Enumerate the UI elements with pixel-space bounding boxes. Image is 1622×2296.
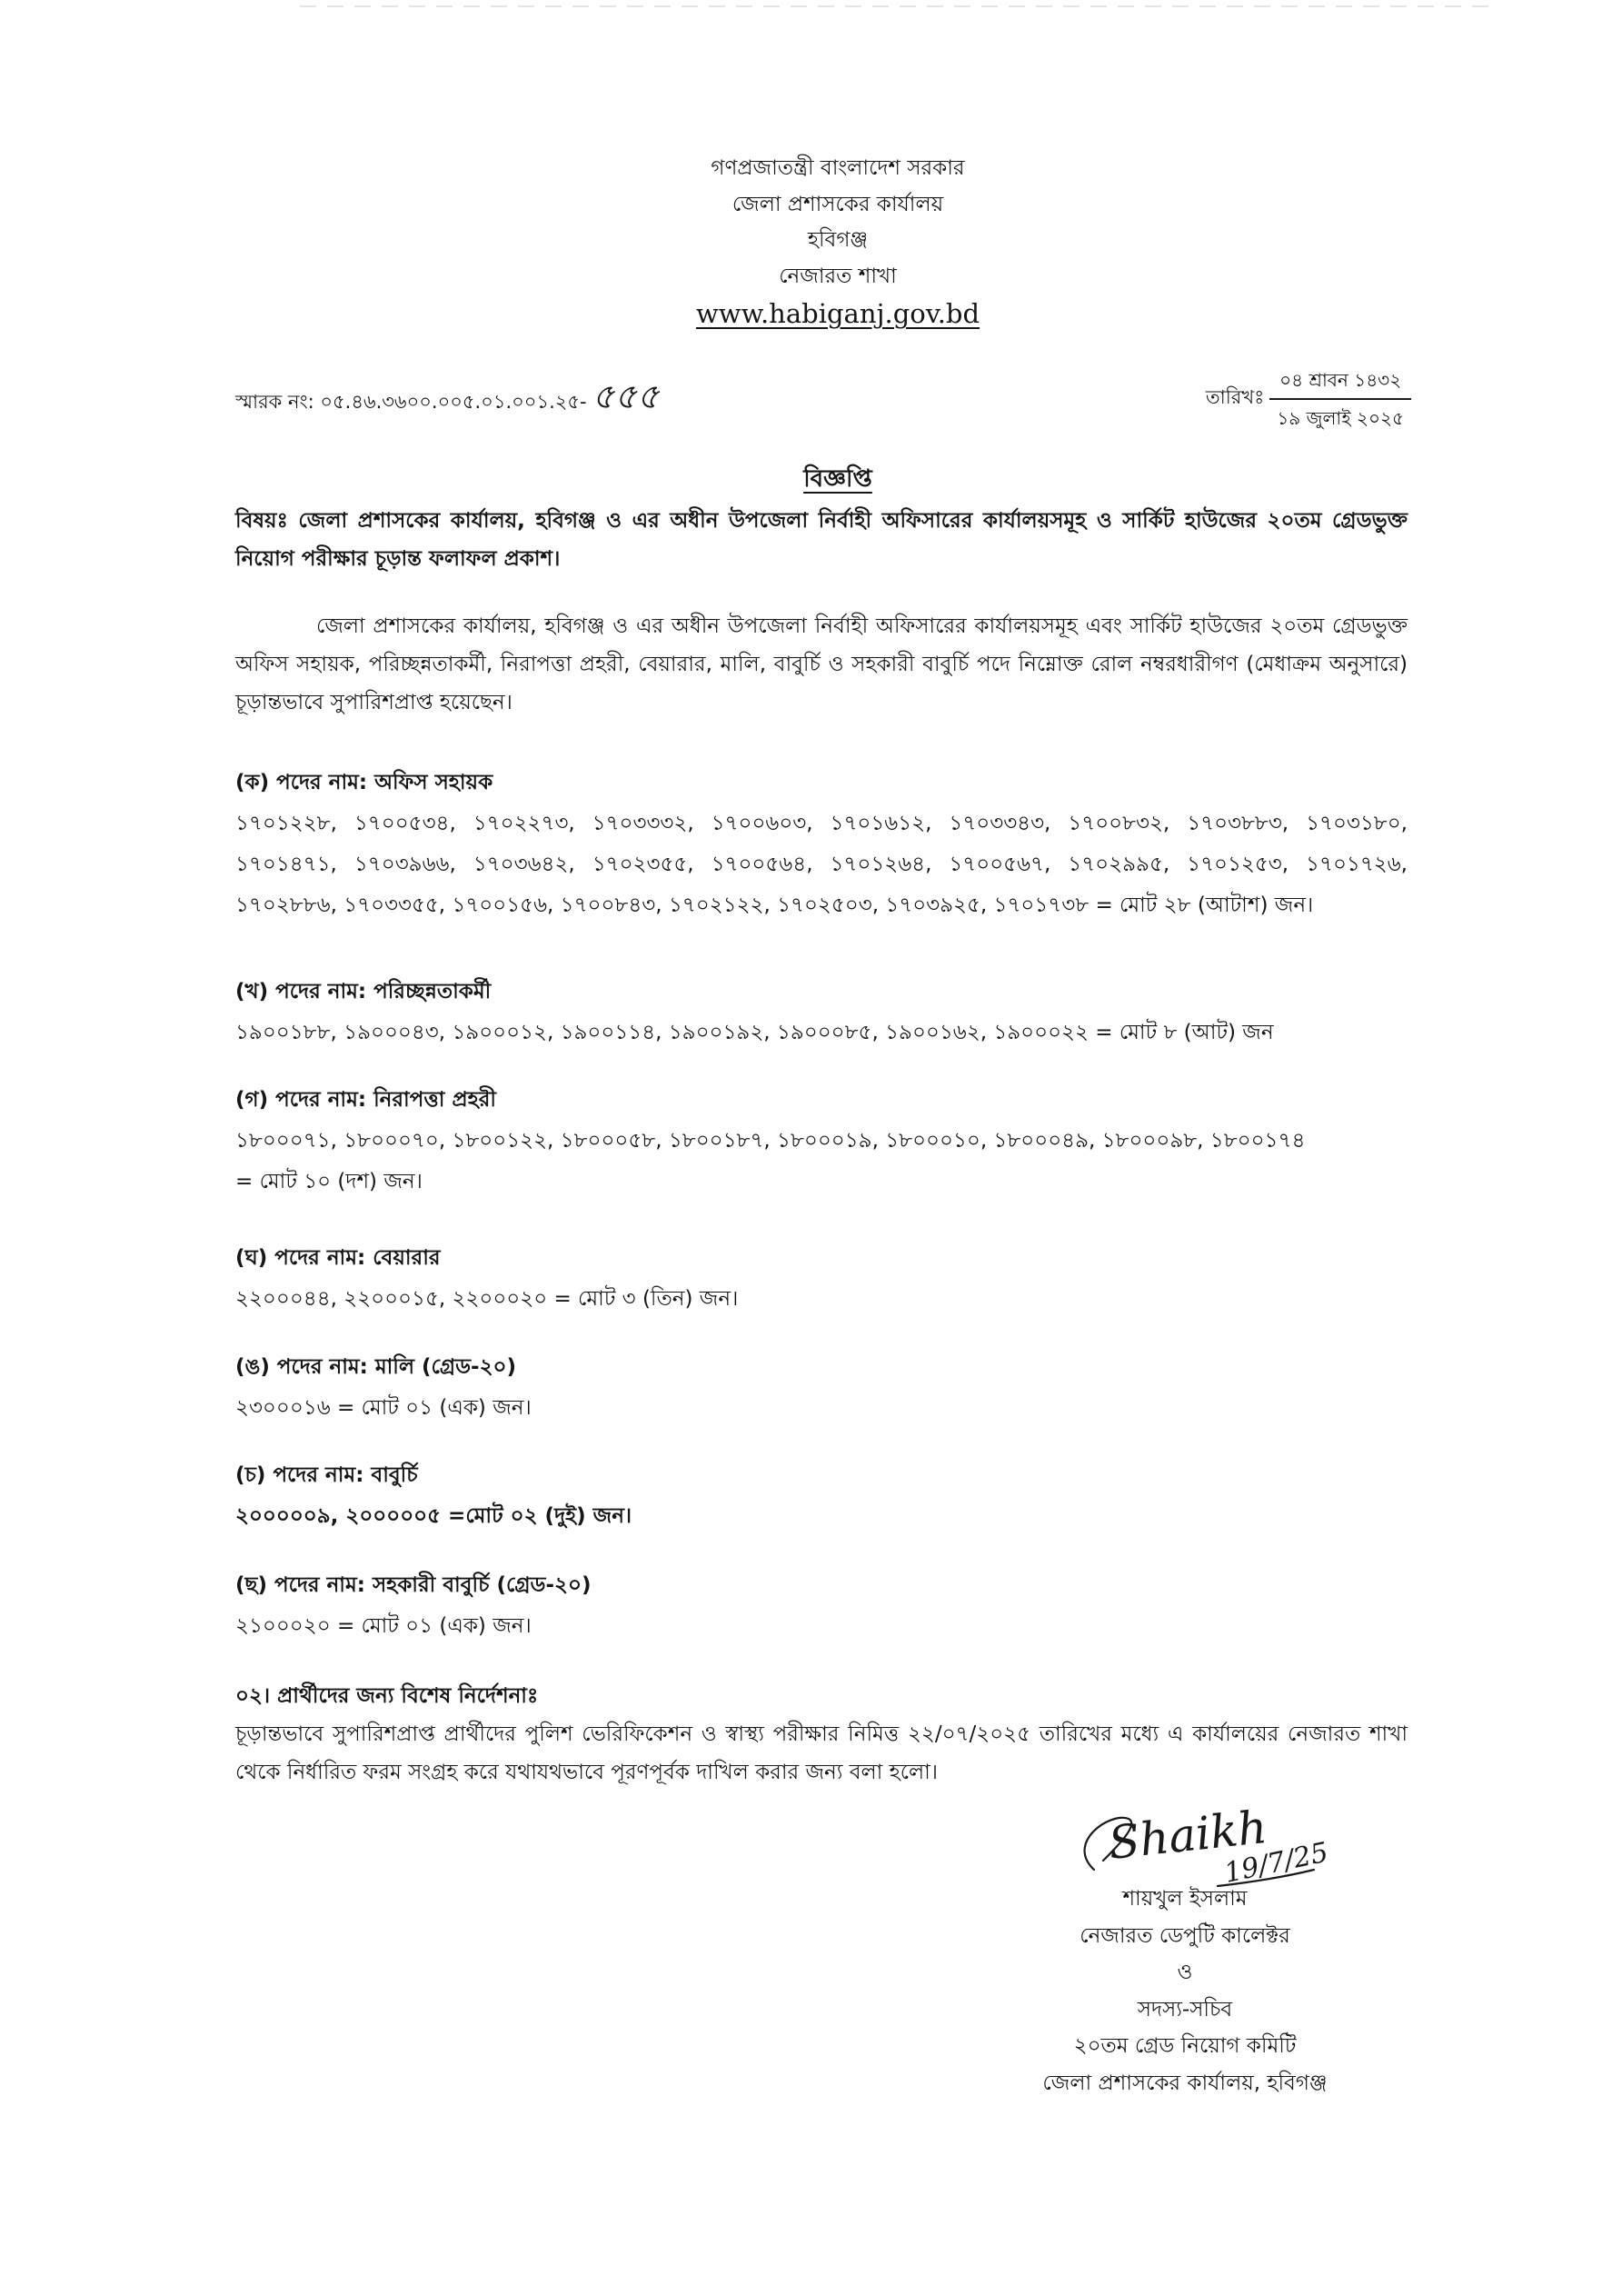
post-heading: (ক) পদের নাম: অফিস সহায়ক [235,771,493,794]
instruction-text: চূড়ান্তভাবে সুপারিশপ্রাপ্ত প্রার্থীদের পুলিশ ভেরিফিকেশন ও স্বাস্থ্য পরীক্ষার নিমিত্ত ২২/০৭/২০২৫ তারিখের মধ্যে এ কার্যালয়ের নেজারত শাখা থেকে নির্ধারিত ফরম সংগ্রহ করে যথাযথভাবে পূরণপূর্বক দাখিল করার জন্য বলা হলো। [235,1722,1408,1784]
post-heading: (ঙ) পদের নাম: মালি (গ্রেড-২০) [235,1355,517,1379]
date-label: তারিখঃ [1205,386,1265,408]
notice-title-row [252,460,1424,498]
roll-number-line: ২৩০০০১৬ = মোট ০১ (এক) জন। [235,1396,532,1420]
roll-number-line: ১৭০১২২৮, ১৭০০৫৩৪, ১৭০২২৭৩, ১৭০৩৩৩২, ১৭০০৬০৩, ১৭০১৬১২, ১৭০৩৩৪৩, ১৭০০৮৩২, ১৭০৩৮৮৩, ১৭০৩১৮০, [235,812,1408,835]
branch-name: নেজারত শাখা [779,264,897,288]
website-row [252,294,1424,333]
signatory-block [958,1800,1412,2101]
post-bearer [235,1239,1408,1320]
roll-number-line: ১৯০০১৮৮, ১৯০০০৪৩, ১৯০০০১২, ১৯০০১১৪, ১৯০০১৯২, ১৯০০০৮৫, ১৯০০১৬২, ১৯০০০২২ = মোট ৮ (আট) জন [235,1021,1274,1044]
government-name: গণপ্রজাতন্ত্রী বাংলাদেশ সরকার [711,156,965,180]
scan-edge-artifact [300,5,1499,7]
signatory-office: জেলা প্রশাসকের কার্যালয়, হবিগঞ্জ [1042,2071,1328,2095]
roll-number-list [235,1279,1408,1320]
roll-number-line: ১৮০০০৭১, ১৮০০০৭০, ১৮০০১২২, ১৮০০০৫৮, ১৮০০১৮৭, ১৮০০০১৯, ১৮০০০১০, ১৮০০০৪৯, ১৮০০০৯৮, ১৮০০১৭৪ [235,1129,1306,1153]
post-heading: (গ) পদের নাম: নিরাপত্তা প্রহরী [235,1088,496,1112]
signatory-name: শায়খুল ইসলাম [1122,1887,1248,1911]
office-name: জেলা প্রশাসকের কার্যালয় [731,192,944,216]
post-cleaner [235,973,1408,1053]
roll-number-list [235,1013,1408,1053]
post-security-guard [235,1081,1408,1203]
roll-number-line: ২১০০০২০ = মোট ০১ (এক) জন। [235,1614,532,1638]
date-fraction [1269,362,1411,436]
roll-number-line: = মোট ১০ (দশ) জন। [235,1170,423,1193]
letterhead [252,151,1424,333]
memo-handwritten-number: ৫৫৫ [592,375,660,416]
instruction-heading: ০২। প্রার্থীদের জন্য বিশেষ নির্দেশনাঃ [235,1684,539,1708]
roll-number-list [235,1121,1408,1203]
signatory-designation: নেজারত ডেপুটি কালেক্টর [1080,1923,1290,1948]
roll-number-list [235,1496,1408,1537]
roll-number-line: ২২০০০৪৪, ২২০০০১৫, ২২০০০২০ = মোট ৩ (তিন) জন। [235,1287,739,1311]
post-assistant-cook [235,1566,1408,1647]
post-cook [235,1456,1408,1537]
roll-number-list [235,1388,1408,1429]
post-heading: (খ) পদের নাম: পরিচ্ছন্নতাকর্মী [235,980,492,1003]
signature-date: 19/7/25 [1221,1836,1331,1890]
notice-title: বিজ্ঞপ্তি [803,465,872,493]
website-url: www.habiganj.gov.bd [695,298,980,329]
notice-subject: বিষয়ঃ জেলা প্রশাসকের কার্যালয়, হবিগঞ্জ ও এর অধীন উপজেলা নির্বাহী অফিসারের কার্যালয়সমূহ ও সার্কিট হাউজের ২০তম গ্রেডভুক্ত নিয়োগ পরীক্ষার চূড়ান্ত ফলাফল প্রকাশ। [235,509,1408,571]
post-heading: (ছ) পদের নাম: সহকারী বাবুর্চি (গ্রেড-২০) [235,1573,592,1597]
post-office-assistant [235,764,1408,926]
memo-row [235,359,1408,438]
signatory-committee: ২০তম গ্রেড নিয়োগ কমিটি [1073,2034,1297,2058]
post-gardener [235,1348,1408,1429]
roll-number-list [235,1606,1408,1647]
roll-number-list [235,804,1408,926]
district-name: হবিগঞ্জ [807,228,869,252]
date-gregorian: ১৯ জুলাই ২০২৫ [1269,398,1411,436]
date-bangla: ০৪ শ্রাবন ১৪৩২ [1279,368,1402,391]
date-block [1206,362,1411,436]
handwritten-signature [958,1800,1412,1890]
signature-name-scrawl: Shaikh [1106,1800,1270,1870]
post-heading: (ঘ) পদের নাম: বেয়ারার [235,1246,441,1270]
roll-number-line: ২০০০০০৯, ২০০০০০৫ =মোট ০২ (দুই) জন। [235,1504,632,1528]
memo-reference [235,370,660,428]
roll-number-line: ১৭০২৮৮৬, ১৭০৩৩৫৫, ১৭০০১৫৬, ১৭০০৮৪৩, ১৭০২১২২, ১৭০২৫০৩, ১৭০৩৯২৫, ১৭০১৭৩৮ = মোট ২৮ (আটাশ) জন। [235,893,1314,917]
intro-paragraph: জেলা প্রশাসকের কার্যালয়, হবিগঞ্জ ও এর অধীন উপজেলা নির্বাহী অফিসারের কার্যালয়সমূহ এবং সার্কিট হাউজের ২০তম গ্রেডভুক্ত অফিস সহায়ক, পরিচ্ছন্নতাকর্মী, নিরাপত্তা প্রহরী, বেয়ারার, মালি, বাবুর্চি ও সহকারী বাবুর্চি পদে নিম্নোক্ত রোল নম্বরধারীগণ (মেধাক্রম অনুসারে) চূড়ান্তভাবে সুপারিশপ্রাপ্ত হয়েছেন। [235,614,1408,714]
signatory-role: সদস্য-সচিব [1137,1997,1233,2021]
post-heading: (চ) পদের নাম: বাবুর্চি [235,1463,418,1487]
memo-reference-number: স্মারক নং: ০৫.৪৬.৩৬০০.০০৫.০১.০০১.২৫- [235,390,587,413]
roll-number-line: ১৭০১৪৭১, ১৭০৩৯৬৬, ১৭০৩৬৪২, ১৭০২৩৫৫, ১৭০০৫৬৪, ১৭০১২৬৪, ১৭০০৫৬৭, ১৭০২৯৯৫, ১৭০১২৫৩, ১৭০১৭২৬, [235,853,1408,876]
signatory-conjunction: ও [1177,1961,1193,1984]
special-instruction [235,1677,1408,1792]
